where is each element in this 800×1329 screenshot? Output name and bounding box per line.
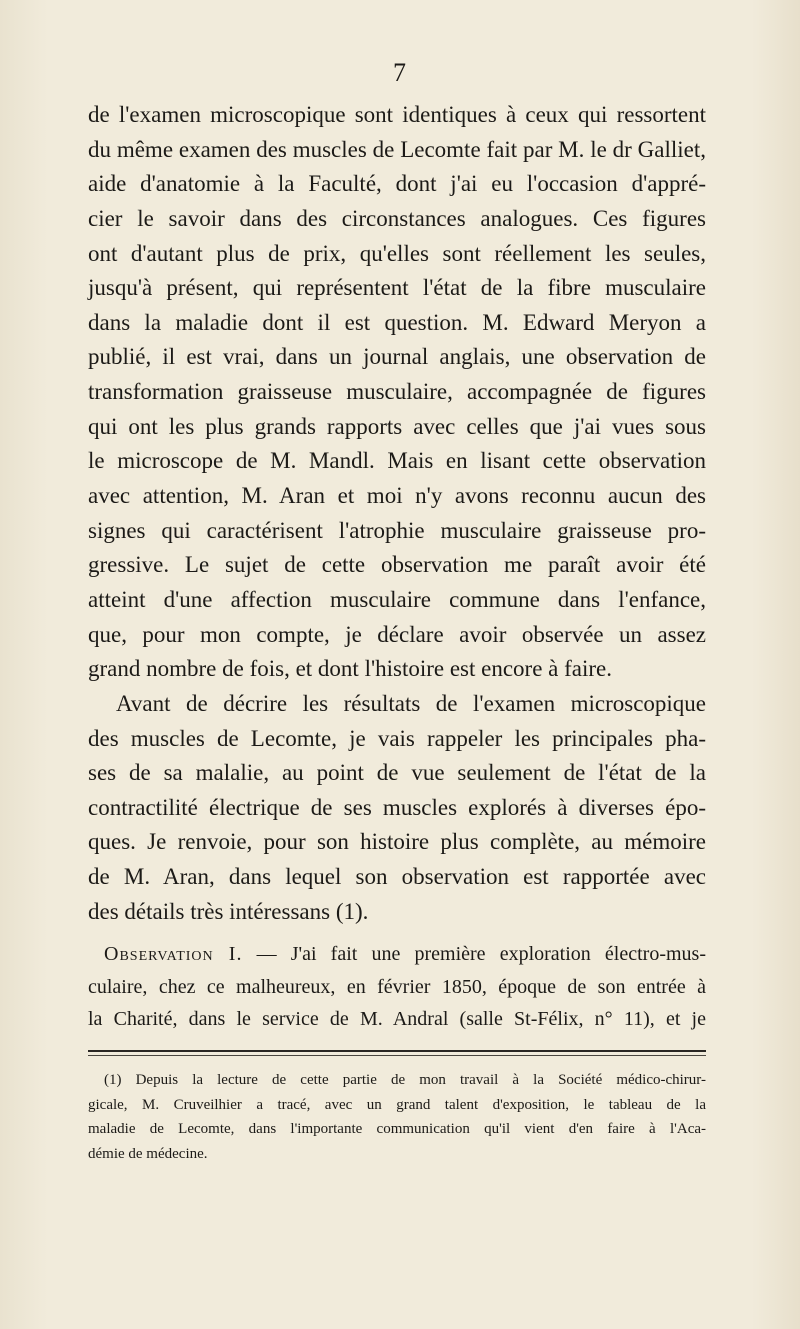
footnote-divider bbox=[88, 1055, 706, 1056]
observation-heading: Observation I. bbox=[104, 943, 243, 965]
text-line: gressive. Le sujet de cette observation me paraît avoir été bbox=[88, 552, 706, 578]
footnote-line: (1) Depuis la lecture de cette partie de mon travail à la Société médico-chirur- bbox=[104, 1072, 706, 1088]
body-text bbox=[88, 98, 706, 929]
text-line: du même examen des muscles de Lecomte fait par M. le dr Galliet, bbox=[88, 136, 706, 162]
observation-first-line bbox=[88, 938, 706, 971]
footnote-line: démie de médecine. bbox=[88, 1146, 208, 1163]
text-line: dans la maladie dont il est question. M. Edward Meryon a bbox=[88, 309, 706, 335]
footnote-divider bbox=[88, 1050, 706, 1052]
text-line: aide d'anatomie à la Faculté, dont j'ai eu l'occasion d'appré- bbox=[88, 171, 706, 197]
text-line: de M. Aran, dans lequel son observation est rapportée avec bbox=[88, 864, 706, 890]
footnote bbox=[88, 1068, 706, 1167]
text-line: jusqu'à présent, qui représentent l'état de la fibre musculaire bbox=[88, 275, 706, 301]
text-line: de l'examen microscopique sont identiques à ceux qui ressortent bbox=[88, 102, 706, 127]
observation-section bbox=[88, 938, 706, 1036]
text-line: signes qui caractérisent l'atrophie musculaire graisseuse pro- bbox=[88, 517, 706, 543]
text-line: Avant de décrire les résultats de l'examen microscopique bbox=[116, 690, 706, 716]
text-line: atteint d'une affection musculaire commune dans l'enfance, bbox=[88, 586, 706, 612]
text-line: ses de sa malalie, au point de vue seulement de l'état de la bbox=[88, 760, 706, 786]
text-line: des détails très intéressans (1). bbox=[88, 898, 369, 924]
observation-text: — J'ai fait une première exploration électro-mus- bbox=[242, 943, 706, 965]
text-line: cier le savoir dans des circonstances analogues. Ces figures bbox=[88, 205, 706, 231]
text-line: ont d'autant plus de prix, qu'elles sont réellement les seules, bbox=[88, 240, 706, 266]
text-line: ques. Je renvoie, pour son histoire plus complète, au mémoire bbox=[88, 829, 706, 855]
text-line: des muscles de Lecomte, je vais rappeler les principales pha- bbox=[88, 725, 706, 751]
text-line: que, pour mon compte, je déclare avoir observée un assez bbox=[88, 621, 706, 647]
footnote-line: gicale, M. Cruveilhier a tracé, avec un grand talent d'exposition, le tableau de la bbox=[88, 1096, 706, 1113]
observation-line: culaire, chez ce malheureux, en février 1850, époque de son entrée à bbox=[88, 975, 706, 998]
observation-line: la Charité, dans le service de M. Andral (salle St-Félix, n° 11), et je bbox=[88, 1008, 706, 1030]
text-line: qui ont les plus grands rapports avec celles que j'ai vues sous bbox=[88, 413, 706, 439]
text-line: avec attention, M. Aran et moi n'y avons reconnu aucun des bbox=[88, 483, 706, 509]
text-line: contractilité électrique de ses muscles explorés à diverses épo- bbox=[88, 794, 706, 820]
text-line: grand nombre de fois, et dont l'histoire est encore à faire. bbox=[88, 656, 613, 682]
text-line: le microscope de M. Mandl. Mais en lisant cette observation bbox=[88, 448, 706, 474]
page-number: 7 bbox=[393, 58, 407, 87]
text-line: publié, il est vrai, dans un journal anglais, une observation de bbox=[88, 344, 706, 370]
footnote-line: maladie de Lecomte, dans l'importante communication qu'il vient d'en faire à l'Aca- bbox=[88, 1121, 706, 1138]
text-line: transformation graisseuse musculaire, accompagnée de figures bbox=[88, 379, 706, 405]
